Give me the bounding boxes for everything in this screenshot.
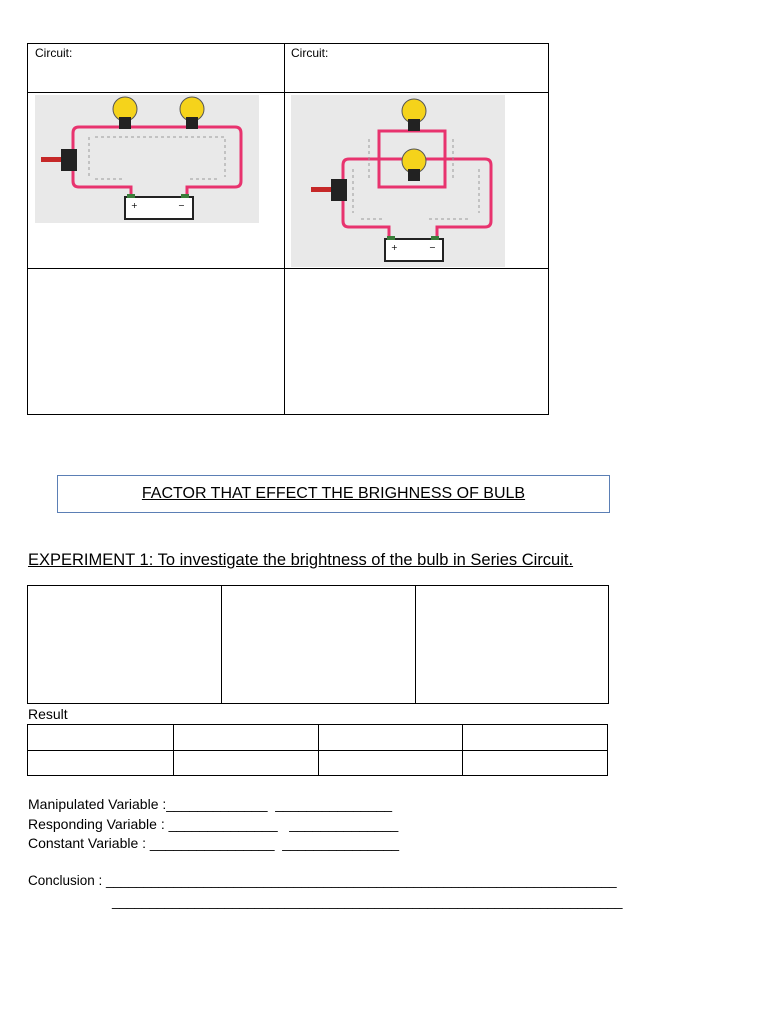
switch: [331, 179, 347, 201]
battery-minus: −: [429, 243, 436, 252]
switch-lever: [311, 187, 331, 192]
table-divider: [284, 44, 285, 414]
battery: [125, 194, 193, 219]
table-divider: [318, 725, 319, 775]
table-divider: [28, 268, 548, 269]
switch-lever: [41, 157, 61, 162]
table-divider: [415, 586, 416, 703]
battery-minus: −: [178, 201, 185, 210]
battery-plus: +: [131, 201, 138, 210]
table-divider: [28, 92, 548, 93]
conclusion-line-1: Conclusion : ____________________________________________________________________: [28, 873, 617, 888]
conclusion-line-2: ____________________________________________________________________: [112, 894, 623, 909]
battery: [385, 236, 443, 261]
table-divider: [173, 725, 174, 775]
switch: [61, 149, 77, 171]
constant-variable: Constant Variable : ________________ _______________: [28, 835, 400, 851]
setup-table: [27, 585, 609, 704]
title-box: [57, 475, 610, 513]
page-title: FACTOR THAT EFFECT THE BRIGHNESS OF BULB: [141, 485, 526, 502]
table-divider: [462, 725, 463, 775]
circuit-label-left: Circuit:: [35, 46, 73, 60]
responding-variable: Responding Variable : ______________ ______________: [28, 816, 399, 832]
result-label: Result: [28, 706, 68, 722]
series-circuit-diagram: [35, 95, 259, 223]
manipulated-variable: Manipulated Variable :_____________ _______________: [28, 796, 393, 812]
battery-plus: +: [391, 243, 398, 252]
experiment-heading: EXPERIMENT 1: To investigate the brightness of the bulb in Series Circuit.: [28, 551, 574, 569]
table-divider: [221, 586, 222, 703]
parallel-circuit-diagram: [291, 95, 505, 267]
result-table: [27, 724, 608, 776]
circuit-label-right: Circuit:: [291, 46, 329, 60]
